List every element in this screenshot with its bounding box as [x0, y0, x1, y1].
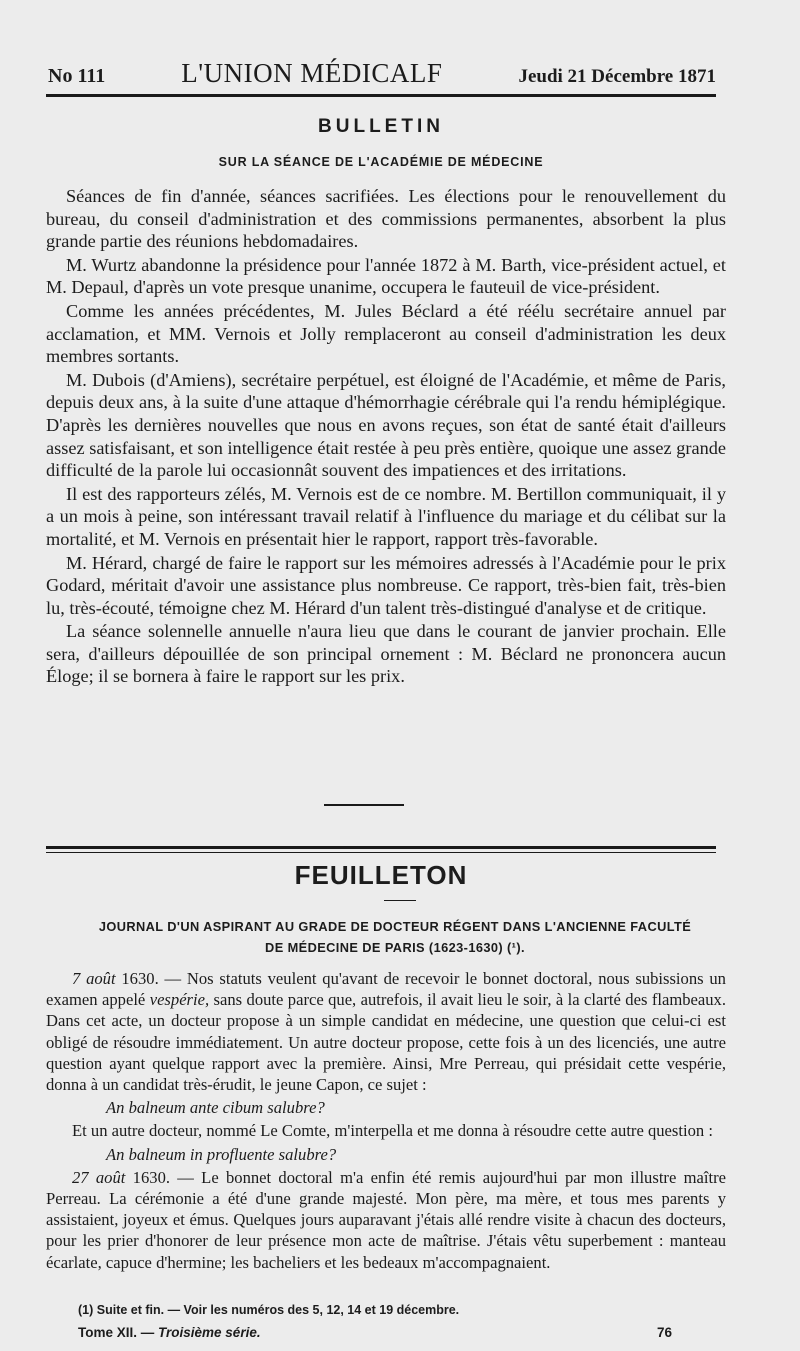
bulletin-body	[46, 185, 726, 688]
bulletin-paragraph: Il est des rapporteurs zélés, M. Vernois est de ce nombre. M. Bertillon communiquait, il y a un mois à peine, son intéressant travail relatif à l'influence du mariage et du célibat sur la mortalité, et M. Vernois en présentait hier le rapport, rapport très-favorable.	[46, 483, 726, 549]
issue-number: No 111	[48, 65, 106, 87]
bulletin-paragraph: La séance solennelle annuelle n'aura lieu que dans le courant de janvier prochain. Elle sera, d'ailleurs dépouillée de son principal ornement : M. Béclard ne prononcera aucun Éloge; il se bornera à faire le rapport sur les prix.	[46, 621, 726, 687]
feuilleton-subtitle	[60, 916, 730, 958]
series-label: Troisième série.	[158, 1325, 261, 1340]
header-rule	[46, 94, 716, 97]
bulletin-title: BULLETIN	[318, 116, 444, 137]
page-header	[48, 58, 716, 88]
bulletin-subtitle: SUR LA SÉANCE DE L'ACADÉMIE DE MÉDECINE	[218, 155, 544, 169]
latin-question: An balneum in profluente salubre?	[106, 1144, 337, 1164]
feuilleton-subtitle-line: DE MÉDECINE DE PARIS (1623-1630) (¹).	[265, 940, 525, 955]
feuilleton-subtitle-line: JOURNAL D'UN ASPIRANT AU GRADE DE DOCTEUR RÉGENT DANS L'ANCIENNE FACULTÉ	[98, 919, 692, 934]
feuilleton-rule-top	[46, 846, 716, 849]
bulletin-paragraph: M. Dubois (d'Amiens), secrétaire perpétuel, est éloigné de l'Académie, et même de Paris, depuis deux ans, à la suite d'une attaque d'hémorrhagie cérébrale qui l'a rendu hémiplégique. D'après les dernières nouvelles que nous en avons reçues, son état de santé était d'ailleurs assez satisfaisant, et son intelligence était restée à peu près entière, quoique une assez grande difficulté de la parole lui occasionnât souvent des impatiences et des irritations.	[46, 369, 726, 481]
bulletin-paragraph: Comme les années précédentes, M. Jules Béclard a été réélu secrétaire annuel par acclamation, et MM. Vernois et Jolly remplaceront au conseil d'administration les deux membres sortants.	[46, 300, 726, 367]
journal-title: L'UNION MÉDICALF	[181, 58, 443, 88]
issue-date: Jeudi 21 Décembre 1871	[518, 66, 716, 87]
feuilleton-title-underline	[384, 900, 416, 901]
feuilleton-body	[46, 968, 726, 1273]
feuilleton-title: FEUILLETON	[294, 860, 468, 890]
bulletin-paragraph: M. Hérard, chargé de faire le rapport sur les mémoires adressés à l'Académie pour le prix Godard, méritait d'avoir une assistance plus nombreuse. Ce rapport, très-bien fait, très-bien lu, très-écouté, témoigne chez M. Hérard d'un talent très-distingué d'analyse et de critique.	[46, 552, 726, 618]
feuilleton-paragraph: Et un autre docteur, nommé Le Comte, m'interpella et me donna à résoudre cette autre question :	[72, 1121, 713, 1141]
page-number: 76	[656, 1325, 672, 1340]
bulletin-paragraph: Séances de fin d'année, séances sacrifiées. Les élections pour le renouvellement du bureau, du conseil d'administration et des commissions permanentes, absorbent la plus grande partie des réunions hebdomadaires.	[46, 186, 726, 252]
footnote: (1) Suite et fin. — Voir les numéros des 5, 12, 14 et 19 décembre.	[78, 1303, 460, 1317]
page-footer	[78, 1325, 672, 1340]
feuilleton-paragraph: 7 août 1630. — Nos statuts veulent qu'avant de recevoir le bonnet doctoral, nous subissions un examen appelé vespérie, sans doute parce que, autrefois, il avait lieu le soir, à la clarté des flambeaux. Dans cet acte, un docteur propose à un simple candidat en médecine, une question que celui-ci est obligé de résoudre immédiatement. Un autre docteur propose, cette fois à un des licenciés, une autre question ayant quelque rapport avec la première. Ainsi, Mre Perreau, qui présidait cette vespérie, donna à un candidat très-érudit, le jeune Capon, ce sujet :	[46, 969, 726, 1095]
entry-date: 27 août	[72, 1167, 126, 1187]
feuilleton-paragraph: 27 août 1630. — Le bonnet doctoral m'a enfin été remis aujourd'hui par mon illustre maître Perreau. La cérémonie a été d'une grande majesté. Mon père, ma mère, et tous mes parents y assistaient, joyeux et émus. Quelques jours auparavant j'étais allé rendre visite à chacun des docteurs, pour les prier d'honorer de leur présence mon acte de maîtrise. J'étais vêtu superbement : manteau écarlate, capuce d'hermine; les bacheliers et les bedeaux m'accompagnaient.	[46, 1167, 726, 1272]
entry-date: 7 août	[72, 969, 116, 988]
term: vespérie,	[149, 990, 210, 1010]
section-end-rule	[324, 804, 404, 806]
volume-info: Tome XII. — Troisième série.	[78, 1325, 261, 1340]
bulletin-paragraph: M. Wurtz abandonne la présidence pour l'année 1872 à M. Barth, vice-président actuel, et M. Depaul, d'après un vote presque unanime, occupera le fauteuil de vice-président.	[46, 254, 726, 298]
latin-question: An balneum ante cibum salubre?	[106, 1098, 325, 1118]
feuilleton-rule-bottom	[46, 852, 716, 853]
